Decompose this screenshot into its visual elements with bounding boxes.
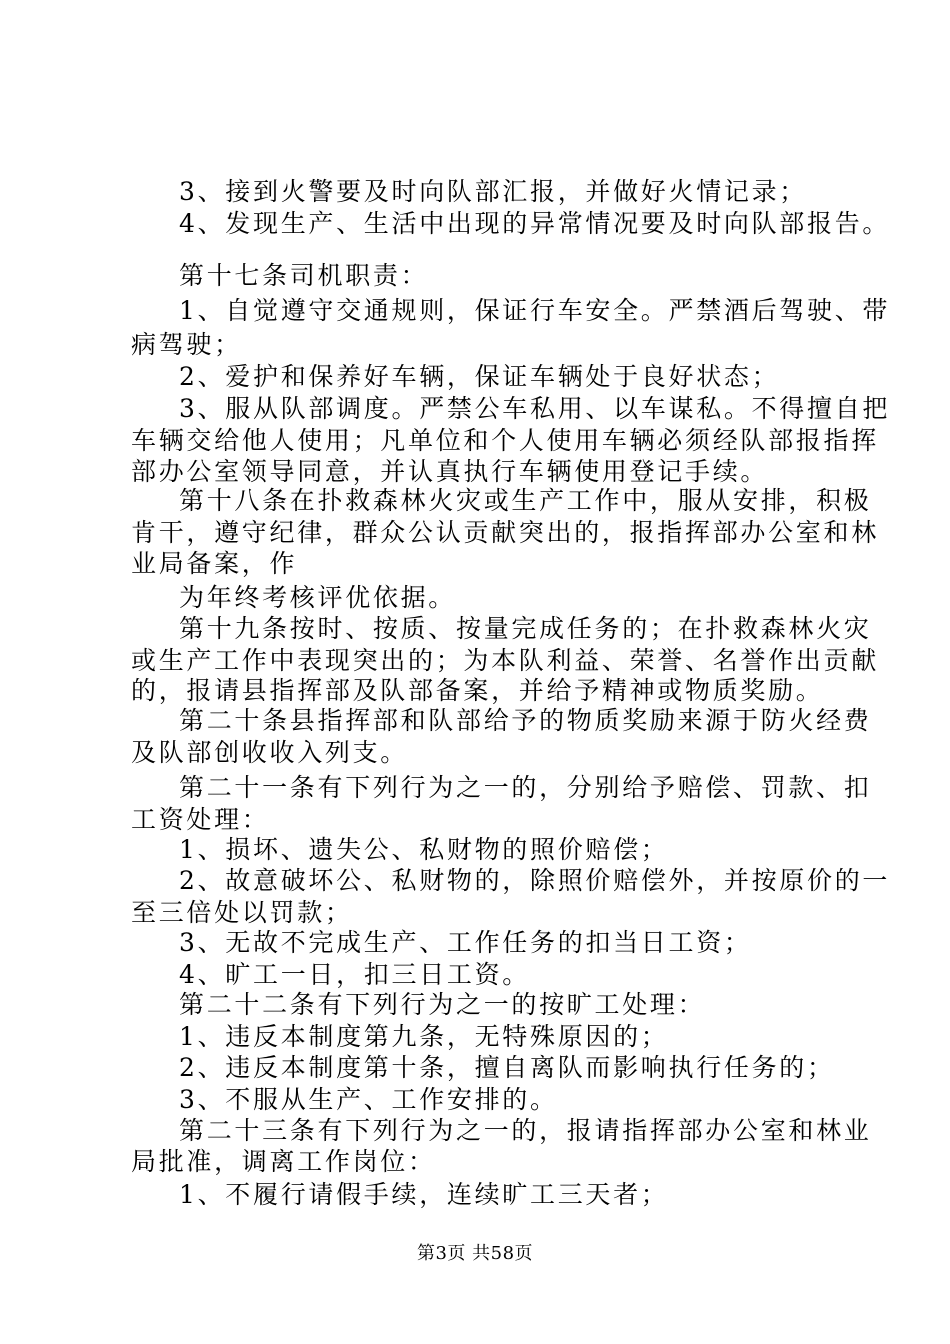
paragraph-line: 1、不履行请假手续，连续旷工三天者；: [179, 1180, 669, 1209]
page-number-footer: 第3页 共58页: [416, 1243, 534, 1264]
paragraph-line: 3、无故不完成生产、工作任务的扣当日工资；: [179, 928, 752, 957]
paragraph-line: 第二十条县指挥部和队部给予的物质奖励来源于防火经费: [179, 706, 872, 735]
paragraph-line: 或生产工作中表现突出的；为本队利益、荣誉、名誉作出贡献: [131, 646, 879, 675]
paragraph-line: 3、接到火警要及时向队部汇报，并做好火情记录；: [179, 177, 808, 206]
paragraph-line: 肯干，遵守纪律，群众公认贡献突出的，报指挥部办公室和林: [131, 518, 879, 547]
paragraph-line: 4、发现生产、生活中出现的异常情况要及时向队部报告。: [179, 209, 891, 238]
paragraph-line: 局批准，调离工作岗位：: [131, 1147, 436, 1176]
paragraph-line: 1、违反本制度第九条，无特殊原因的；: [179, 1022, 669, 1051]
paragraph-line: 2、爱护和保养好车辆，保证车辆处于良好状态；: [179, 362, 780, 391]
paragraph-line: 第二十一条有下列行为之一的，分别给予赔偿、罚款、扣: [179, 773, 872, 802]
paragraph-line: 第二十三条有下列行为之一的，报请指挥部办公室和林业: [179, 1116, 872, 1145]
paragraph-line: 部办公室领导同意，并认真执行车辆使用登记手续。: [131, 457, 769, 486]
paragraph-line: 工资处理：: [131, 805, 270, 834]
paragraph-line: 病驾驶；: [131, 330, 242, 359]
section-heading: 第十七条司机职责：: [179, 261, 429, 290]
paragraph-line: 第十九条按时、按质、按量完成任务的；在扑救森林火灾: [179, 614, 872, 643]
paragraph-line: 业局备案，作: [131, 549, 298, 578]
paragraph-line: 3、不服从生产、工作安排的。: [179, 1085, 558, 1114]
paragraph-line: 2、故意破坏公、私财物的，除照价赔偿外，并按原价的一: [179, 866, 891, 895]
paragraph-line: 4、旷工一日，扣三日工资。: [179, 960, 531, 989]
paragraph-line: 第二十二条有下列行为之一的按旷工处理：: [179, 990, 706, 1019]
paragraph-line: 的，报请县指挥部及队部备案，并给予精神或物质奖励。: [131, 676, 824, 705]
paragraph-line: 1、自觉遵守交通规则，保证行车安全。严禁酒后驾驶、带: [179, 296, 891, 325]
paragraph-line: 1、损坏、遗失公、私财物的照价赔偿；: [179, 835, 669, 864]
paragraph-line: 及队部创收收入列支。: [131, 738, 409, 767]
paragraph-line: 第十八条在扑救森林火灾或生产工作中，服从安排，积极: [179, 486, 872, 515]
paragraph-line: 为年终考核评优依据。: [179, 583, 457, 612]
paragraph-line: 至三倍处以罚款；: [131, 898, 353, 927]
paragraph-line: 3、服从队部调度。严禁公车私用、以车谋私。不得擅自把: [179, 394, 891, 423]
paragraph-line: 车辆交给他人使用；凡单位和个人使用车辆必须经队部报指挥: [131, 426, 879, 455]
paragraph-line: 2、违反本制度第十条，擅自离队而影响执行任务的；: [179, 1053, 835, 1082]
